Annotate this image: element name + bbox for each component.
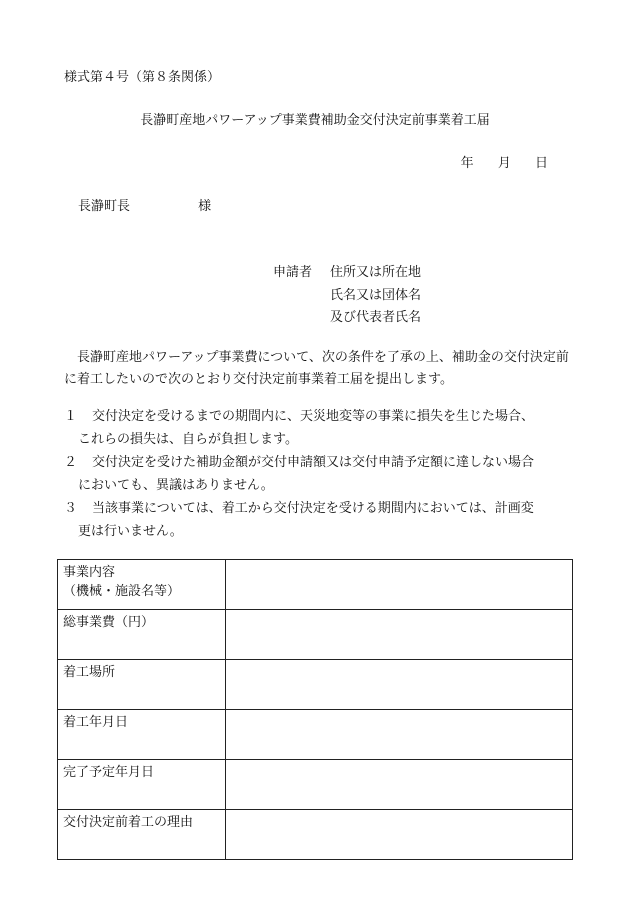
condition-number: １ bbox=[64, 409, 78, 424]
applicant-address-label: 住所又は所在地 bbox=[330, 265, 422, 280]
applicant-label: 申請者 bbox=[273, 265, 313, 280]
table-row bbox=[58, 760, 573, 810]
value-cell-construction-site[interactable] bbox=[226, 660, 573, 710]
condition-number: ３ bbox=[64, 501, 78, 516]
day-label: 日 bbox=[534, 156, 548, 171]
applicant-name-label: 氏名又は団体名 bbox=[330, 288, 422, 303]
row-label-reason: 交付決定前着工の理由 bbox=[58, 810, 226, 860]
condition-item bbox=[64, 405, 574, 451]
addressee bbox=[78, 195, 211, 214]
condition-item bbox=[64, 497, 574, 543]
condition-text: 交付決定を受けた補助金額が交付申請額又は交付申請予定額に達しない場合 bbox=[92, 455, 535, 470]
applicant-representative-label: 及び代表者氏名 bbox=[330, 310, 422, 325]
table-row bbox=[58, 710, 573, 760]
value-cell-project-content[interactable] bbox=[226, 560, 573, 610]
value-cell-completion-date[interactable] bbox=[226, 760, 573, 810]
year-label: 年 bbox=[460, 156, 474, 171]
condition-text-continued: 更は行いません。 bbox=[78, 524, 183, 539]
condition-item bbox=[64, 451, 574, 497]
form-number: 様式第４号（第８条関係） bbox=[64, 70, 221, 85]
condition-text: 当該事業については、着工から交付決定を受ける期間内においては、計画変 bbox=[92, 501, 534, 516]
condition-text-continued: においても、異議はありません。 bbox=[78, 478, 274, 493]
value-cell-start-date[interactable] bbox=[226, 710, 573, 760]
addressee-name: 長瀞町長 bbox=[78, 199, 131, 214]
document-title: 長瀞町産地パワーアップ事業費補助金交付決定前事業着工届 bbox=[140, 113, 490, 128]
row-label-start-date: 着工年月日 bbox=[58, 710, 226, 760]
value-cell-total-cost[interactable] bbox=[226, 610, 573, 660]
row-label-completion-date: 完了予定年月日 bbox=[58, 760, 226, 810]
row-label-construction-site: 着工場所 bbox=[58, 660, 226, 710]
table-row bbox=[58, 610, 573, 660]
project-info-table bbox=[57, 559, 573, 860]
body-paragraph: 長瀞町産地パワーアップ事業費について、次の条件を了承の上、補助金の交付決定前に着工したいので次のとおり交付決定前事業着工届を提出します。 bbox=[64, 350, 569, 387]
month-label: 月 bbox=[497, 156, 511, 171]
row-label-total-cost: 総事業費（円） bbox=[58, 610, 226, 660]
table-row bbox=[58, 660, 573, 710]
row-label-project-content: 事業内容 （機械・施設名等） bbox=[58, 560, 226, 610]
condition-number: ２ bbox=[64, 455, 78, 470]
date-line bbox=[441, 152, 548, 171]
condition-text-continued: これらの損失は、自らが負担します。 bbox=[78, 432, 298, 447]
addressee-honorific: 様 bbox=[198, 199, 212, 214]
table-row bbox=[58, 560, 573, 610]
table-row bbox=[58, 810, 573, 860]
condition-text: 交付決定を受けるまでの期間内に、天災地変等の事業に損失を生じた場合、 bbox=[92, 409, 535, 424]
value-cell-reason[interactable] bbox=[226, 810, 573, 860]
